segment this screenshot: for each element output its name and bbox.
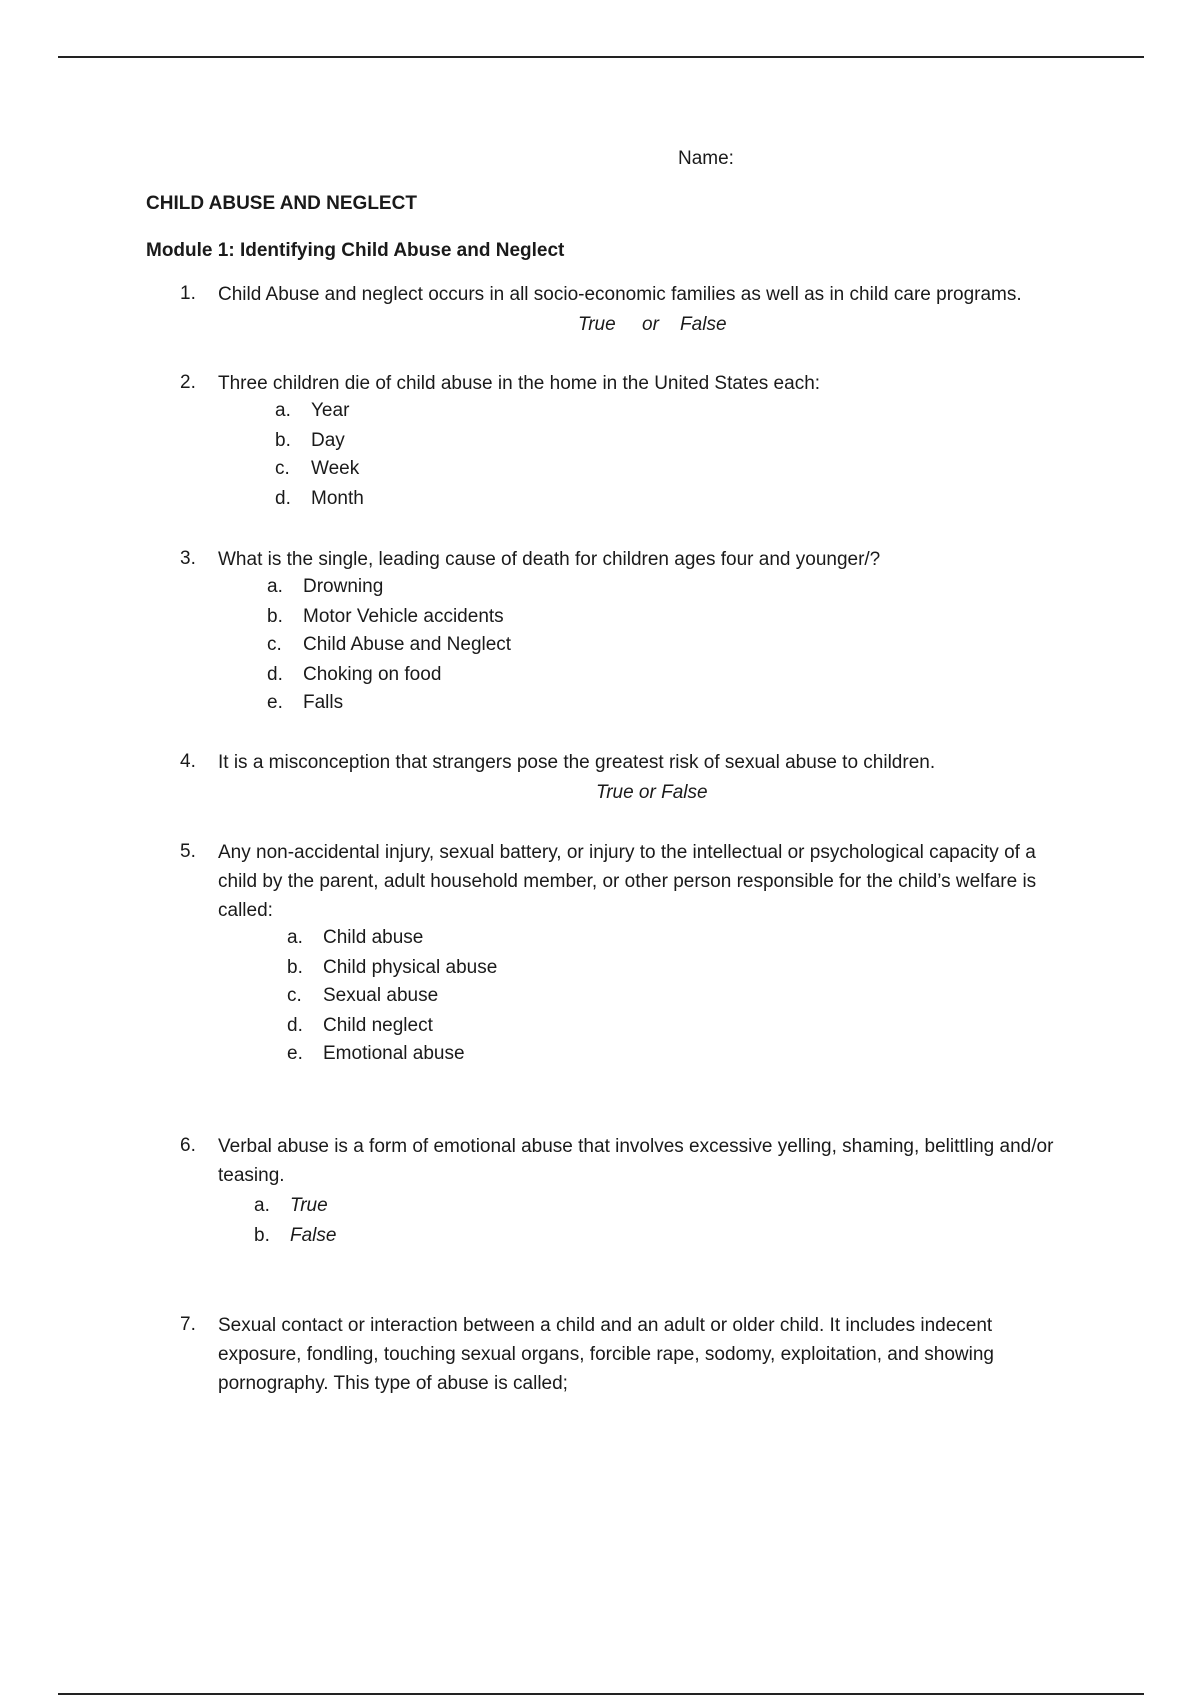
- question-text: Any non-accidental injury, sexual battery, or injury to the intellectual or psychological capacity of a child by the parent, adult household member, or other person responsible for the child’s welfare is called:: [218, 842, 1037, 921]
- question-text: Sexual contact or interaction between a child and an adult or older child. It includes indecent exposure, fondling, touching sexual organs, forcible rape, sodomy, exploitation, and showing pornography. This type of abuse is called;: [218, 1315, 994, 1394]
- question-number: 1.: [180, 283, 196, 304]
- question-text: What is the single, leading cause of death for children ages four and younger/?: [218, 549, 881, 570]
- option-text: Day: [311, 430, 345, 451]
- module-title: Module 1: Identifying Child Abuse and Neglect: [146, 240, 565, 261]
- option-text: Child physical abuse: [323, 957, 498, 978]
- option-text: Emotional abuse: [323, 1043, 465, 1064]
- question-text: Verbal abuse is a form of emotional abuse that involves excessive yelling, shaming, belittling and/or teasing.: [218, 1136, 1054, 1186]
- option-text: Year: [311, 400, 350, 421]
- option-text: Sexual abuse: [323, 985, 439, 1006]
- option-letter: d.: [275, 488, 291, 509]
- option-text: Drowning: [303, 576, 384, 597]
- option-letter: c.: [275, 458, 290, 479]
- option-text: Month: [311, 488, 364, 509]
- option-text: Child neglect: [323, 1015, 433, 1036]
- question-number: 2.: [180, 372, 196, 393]
- option-letter: a.: [254, 1195, 270, 1216]
- option-text: Falls: [303, 692, 344, 713]
- option-letter: a.: [275, 400, 291, 421]
- option-letter: c.: [267, 634, 282, 655]
- option-letter: c.: [287, 985, 302, 1006]
- name-label: Name:: [678, 148, 734, 169]
- question-number: 4.: [180, 751, 196, 772]
- question-text: Three children die of child abuse in the home in the United States each:: [218, 373, 821, 394]
- option-letter: b.: [254, 1225, 270, 1246]
- question-number: 5.: [180, 841, 196, 862]
- question-number: 6.: [180, 1135, 196, 1156]
- true-false-prompt: True or False: [596, 782, 708, 803]
- option-letter: d.: [267, 664, 283, 685]
- option-text: Child abuse: [323, 927, 424, 948]
- option-letter: d.: [287, 1015, 303, 1036]
- option-text: Week: [311, 458, 360, 479]
- option-text: True: [290, 1195, 328, 1216]
- top-rule: [58, 56, 1144, 58]
- question-text: Child Abuse and neglect occurs in all socio-economic families as well as in child care programs.: [218, 284, 1022, 305]
- question-text: It is a misconception that strangers pose the greatest risk of sexual abuse to children.: [218, 752, 936, 773]
- question-number: 7.: [180, 1314, 196, 1335]
- option-text: Child Abuse and Neglect: [303, 634, 512, 655]
- option-letter: b.: [267, 606, 283, 627]
- option-text: Choking on food: [303, 664, 442, 685]
- document-title: CHILD ABUSE AND NEGLECT: [146, 193, 417, 214]
- question-number: 3.: [180, 548, 196, 569]
- option-text: False: [290, 1225, 337, 1246]
- bottom-rule: [58, 1693, 1144, 1695]
- option-letter: b.: [287, 957, 303, 978]
- option-letter: a.: [287, 927, 303, 948]
- option-letter: b.: [275, 430, 291, 451]
- option-text: Motor Vehicle accidents: [303, 606, 504, 627]
- option-letter: e.: [267, 692, 283, 713]
- option-letter: a.: [267, 576, 283, 597]
- option-letter: e.: [287, 1043, 303, 1064]
- true-false-prompt: True or False: [578, 314, 727, 335]
